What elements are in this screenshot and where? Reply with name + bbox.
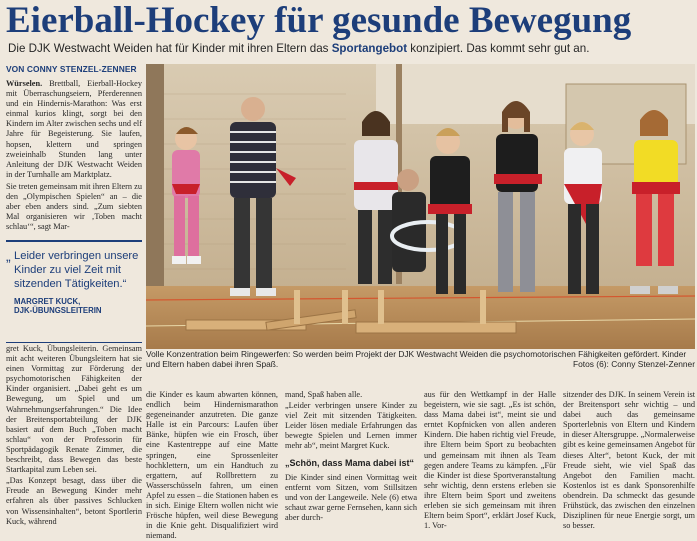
quote-author-role: DJK-ÜBUNGSLEITERIN bbox=[14, 306, 102, 315]
col1-paragraph-2: „Das Konzept besagt, dass über die Freude an Bewegung Kinder mehr erfahren als über passives Schlucken von Wissensinhalten“, betont Sportlerin Kuck, während bbox=[6, 476, 142, 526]
col3-subtitle: „Schön, dass Mama dabei ist“ bbox=[285, 457, 415, 468]
quote-author bbox=[6, 297, 142, 315]
pull-quote bbox=[6, 240, 142, 343]
lead-text-1: Brettball, Eierball-Hockey mit Überraschungseiern, Pferderennen und ein Hindernis-Marathon: Was erst einmal kurios klingt, sorgt bei den Kindern im Alter zwischen sechs und elf Jahre für Begeisterung. Sie laufen, hopsen, klettern und springen zweieinhalb Stunden lang unter Anleitung der DJK Westwacht Weiden in der Turnhalle am Marktplatz. bbox=[6, 79, 142, 179]
lead-paragraph-1 bbox=[6, 79, 142, 180]
subhead-bold: Sportangebot bbox=[331, 42, 408, 55]
col5-paragraph-1: sitzender des DJK. In seinem Verein ist der Breitensport sehr wichtig – und dabei auch das gemeinsame Sporterlebnis von Eltern und Kindern in dieser Altersgruppe. „Normalerweise gibt es keine gemeinsamen Angebot für dieses Alter“, betont Kuck, der mit Freude sieht, wie viel Spaß das Angebot den Familien macht. Kostenlos ist es dank Sponsorenhilfe obendrein. Da schmeckt das gesunde Frühstück, das zwischen den einzelnen Disziplinen für neue Energie sorgt, um so besser. bbox=[563, 390, 695, 531]
quote-mark-icon: „ bbox=[6, 248, 11, 264]
photo-caption bbox=[146, 349, 695, 369]
headline: Eierball-Hockey für gesunde Bewegung bbox=[6, 0, 632, 41]
photo-illustration bbox=[146, 64, 695, 349]
text-column-3 bbox=[285, 390, 417, 528]
quote-text: Leider verbringen unsere Kinder zu viel Zeit mit sitzenden Tätigkeiten.“ bbox=[14, 250, 139, 290]
col4-paragraph-1: aus für den Wettkampf in der Halle begeistern, wie sie sagt. „Es ist schön, dass Mama dabei ist“, meint sie und erntet Kopfnicken von allen anderen Kindern. Die haben richtig viel Freude, ihre Eltern beim Sport zu beobachten und gemeinsam mit ihnen als Team gegen andere Teams zu kämpfen. „Für die Kinder ist diese Sportveranstaltung sehr wichtig, denn erstens erleben sie ihre Eltern beim Sport und zweitens erleben sie sich gemeinsam mit ihren Eltern beim Sport“, erklärt Josef Kuck, 1. Vor- bbox=[424, 390, 556, 531]
subhead-text: Die DJK Westwacht Weiden hat für Kinder mit ihren Eltern das bbox=[8, 42, 332, 55]
col3-paragraph-3: Die Kinder sind einen Vormittag weit entfernt vom Sitzen, vom Stillsitzen und von der Langeweile. Nele (6) etwa schaut zwar gerne Fernsehen, kann sich aber durch- bbox=[285, 472, 417, 522]
text-column-4 bbox=[424, 390, 556, 531]
photo-credit: Fotos (6): Conny Stenzel-Zenner bbox=[573, 359, 695, 369]
byline: VON CONNY STENZEL-ZENNER bbox=[6, 64, 137, 74]
dateline-place: Würselen. bbox=[6, 79, 43, 88]
lead-column bbox=[6, 79, 142, 237]
text-column-5 bbox=[563, 390, 695, 531]
text-column-1 bbox=[6, 344, 142, 528]
col3-paragraph-2: „Leider verbringen unsere Kinder zu viel Zeit mit sitzenden Tätigkeiten. Leider lösen mediale Erfahrungen das bewegte Spielen und Lernen immer mehr ab“, meint Margret Kuck. bbox=[285, 401, 417, 451]
caption-text: Volle Konzentration beim Ringewerfen: So werden beim Projekt der DJK Westwacht Weiden die psychomotorischen Fähigkeiten gefördert. Kinder und Eltern haben dabei ihren Spaß. bbox=[146, 349, 687, 369]
col3-paragraph-1: mand, Spaß haben alle. bbox=[285, 390, 363, 399]
col1-paragraph-1: gret Kuck, Übungsleiterin. Gemeinsam mit acht weiteren Übungsleitern hat sie einen Vormittag zur Förderung der psychomotorischen Fähigkeiten der Kinder organisiert. „Dabei geht es um Bewegung, um Spiel und um Wahrnehmungserfahrungen.“ Die Idee der Breitensportabteilung der DJK basiert auf dem Buch „Toben macht schlau“ von der Professorin für Sportpädagogik Renate Zimmer, die beschreibt, dass Bewegen das beste Startkapital zum Leben sei. bbox=[6, 344, 142, 475]
text-column-2 bbox=[146, 390, 278, 541]
article-photo bbox=[146, 64, 695, 349]
subhead-tail: konzipiert. Das kommt sehr gut an. bbox=[407, 42, 590, 55]
quote-author-name: MARGRET KUCK, bbox=[14, 297, 81, 306]
col2-paragraph-1: die Kinder es kaum abwarten können, endlich beim Hindernismarathon gegeneinander anzutreten. Die ganze Halle ist ein Parcours: Laufen über Bänke, hüpfen wie ein Frosch, über eine Kastentreppe auf eine Matte springen, eine Sprossenleiter hochklettern, um ein Handtuch zu ergattern, auf Rollbrettern zu Wasserschüsseln fahren, um einen Apfel zu essen – die Stationen haben es in sich. Einige Eltern wollen nicht wie Frösche hüpfen, weil diese Bewegung in die Knie geht. Disqualifiziert wird niemand. bbox=[146, 390, 278, 541]
lead-paragraph-2: Sie treten gemeinsam mit ihren Eltern zu den „Olympischen Spielen“ an – die aber eben anders sind. „Zum siebten Mal organisieren wir ‚Toben macht schlau‘“, sagt Mar- bbox=[6, 181, 142, 232]
subheadline bbox=[8, 42, 693, 55]
